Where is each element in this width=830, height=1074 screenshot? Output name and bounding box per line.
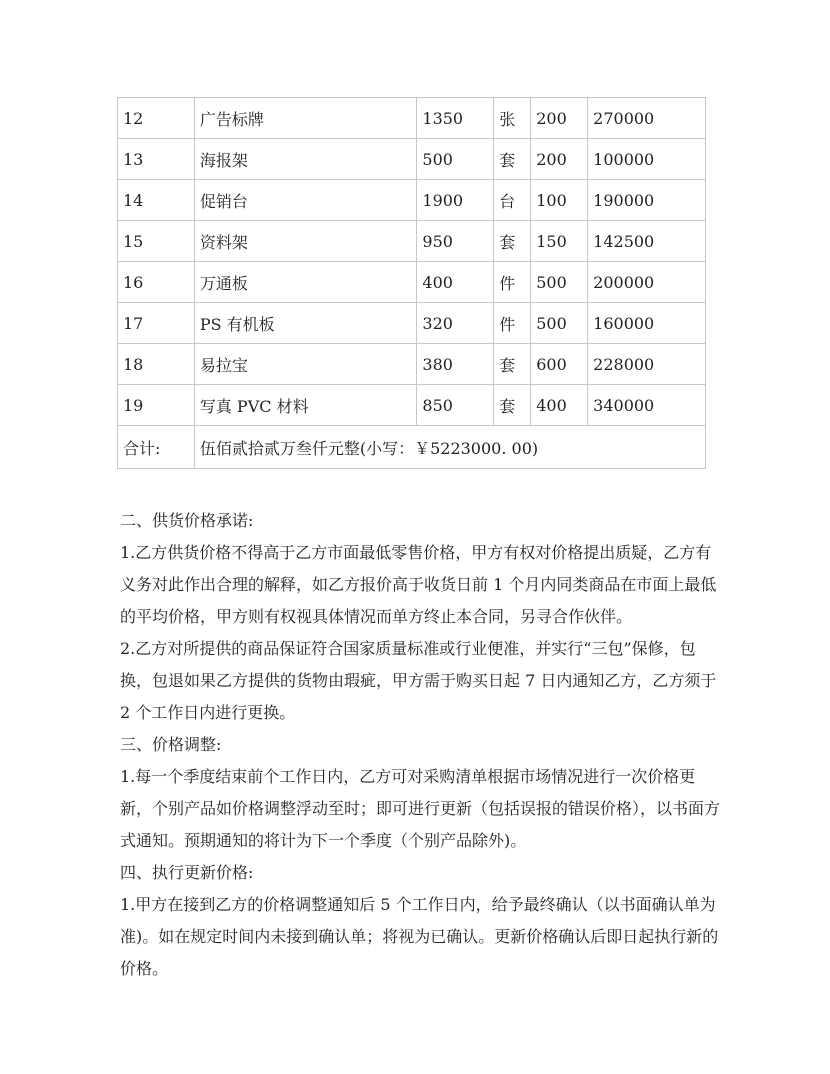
cell-qty: 500 xyxy=(531,262,588,303)
price-table-body xyxy=(118,98,706,469)
cell-no: 16 xyxy=(118,262,195,303)
cell-qty: 600 xyxy=(531,344,588,385)
cell-name: 资料架 xyxy=(194,221,417,262)
cell-amount: 270000 xyxy=(588,98,706,139)
cell-no: 19 xyxy=(118,385,195,426)
cell-qty: 100 xyxy=(531,180,588,221)
cell-amount: 190000 xyxy=(588,180,706,221)
price-table xyxy=(117,97,706,469)
cell-qty: 500 xyxy=(531,303,588,344)
cell-name: 促销台 xyxy=(194,180,417,221)
cell-unit: 台 xyxy=(494,180,531,221)
table-row xyxy=(118,303,706,344)
cell-name: PS 有机板 xyxy=(194,303,417,344)
cell-unit: 件 xyxy=(494,303,531,344)
cell-name: 海报架 xyxy=(194,139,417,180)
total-amount-text: 伍佰贰拾贰万叁仟元整(小写：￥5223000. 00) xyxy=(194,426,705,469)
cell-price: 1350 xyxy=(417,98,494,139)
table-row xyxy=(118,98,706,139)
cell-no: 14 xyxy=(118,180,195,221)
cell-price: 380 xyxy=(417,344,494,385)
table-row xyxy=(118,221,706,262)
section-heading-price-adjust: 三、价格调整: xyxy=(120,735,222,754)
table-row xyxy=(118,385,706,426)
cell-unit: 件 xyxy=(494,262,531,303)
cell-no: 12 xyxy=(118,98,195,139)
table-row xyxy=(118,139,706,180)
paragraph-execute-update-1: 1.甲方在接到乙方的价格调整通知后 5 个工作日内，给予最终确认（以书面确认单为准)。如在规定时间内未接到确认单；将视为已确认。更新价格确认后即日起执行新的价格。 xyxy=(120,895,719,978)
cell-no: 18 xyxy=(118,344,195,385)
table-row xyxy=(118,180,706,221)
contract-body xyxy=(120,505,720,985)
table-total-row xyxy=(118,426,706,469)
cell-amount: 100000 xyxy=(588,139,706,180)
cell-unit: 张 xyxy=(494,98,531,139)
cell-price: 400 xyxy=(417,262,494,303)
cell-price: 320 xyxy=(417,303,494,344)
section-heading-supply-price: 二、供货价格承诺: xyxy=(120,511,254,530)
cell-amount: 340000 xyxy=(588,385,706,426)
cell-no: 13 xyxy=(118,139,195,180)
cell-amount: 200000 xyxy=(588,262,706,303)
section-heading-execute-update: 四、执行更新价格: xyxy=(120,863,254,882)
cell-name: 写真 PVC 材料 xyxy=(194,385,417,426)
cell-amount: 142500 xyxy=(588,221,706,262)
paragraph-supply-price-1: 1.乙方供货价格不得高于乙方市面最低零售价格，甲方有权对价格提出质疑，乙方有义务对此作出合理的解释，如乙方报价高于收货日前 1 个月内同类商品在市面上最低的平均价格，甲方则有权视具体情况而单方终止本合同，另寻合作伙伴。 xyxy=(120,543,717,626)
cell-qty: 200 xyxy=(531,98,588,139)
cell-qty: 150 xyxy=(531,221,588,262)
cell-qty: 400 xyxy=(531,385,588,426)
cell-unit: 套 xyxy=(494,344,531,385)
cell-amount: 160000 xyxy=(588,303,706,344)
cell-unit: 套 xyxy=(494,139,531,180)
paragraph-supply-price-2: 2.乙方对所提供的商品保证符合国家质量标准或行业便准，并实行“三包”保修，包换，包退如果乙方提供的货物由瑕疵，甲方需于购买日起 7 日内通知乙方，乙方须于 2 个工作日内进行更换。 xyxy=(120,639,717,722)
cell-price: 1900 xyxy=(417,180,494,221)
cell-name: 广告标牌 xyxy=(194,98,417,139)
cell-price: 500 xyxy=(417,139,494,180)
cell-no: 15 xyxy=(118,221,195,262)
table-row xyxy=(118,344,706,385)
cell-amount: 228000 xyxy=(588,344,706,385)
cell-price: 850 xyxy=(417,385,494,426)
cell-name: 易拉宝 xyxy=(194,344,417,385)
cell-unit: 套 xyxy=(494,221,531,262)
cell-price: 950 xyxy=(417,221,494,262)
cell-unit: 套 xyxy=(494,385,531,426)
cell-no: 17 xyxy=(118,303,195,344)
cell-name: 万通板 xyxy=(194,262,417,303)
total-label: 合计: xyxy=(118,426,195,469)
table-row xyxy=(118,262,706,303)
cell-qty: 200 xyxy=(531,139,588,180)
paragraph-price-adjust-1: 1.每一个季度结束前个工作日内，乙方可对采购清单根据市场情况进行一次价格更新，个别产品如价格调整浮动至时；即可进行更新（包括误报的错误价格），以书面方式通知。预期通知的将计为下一个季度（个别产品除外)。 xyxy=(120,767,721,850)
